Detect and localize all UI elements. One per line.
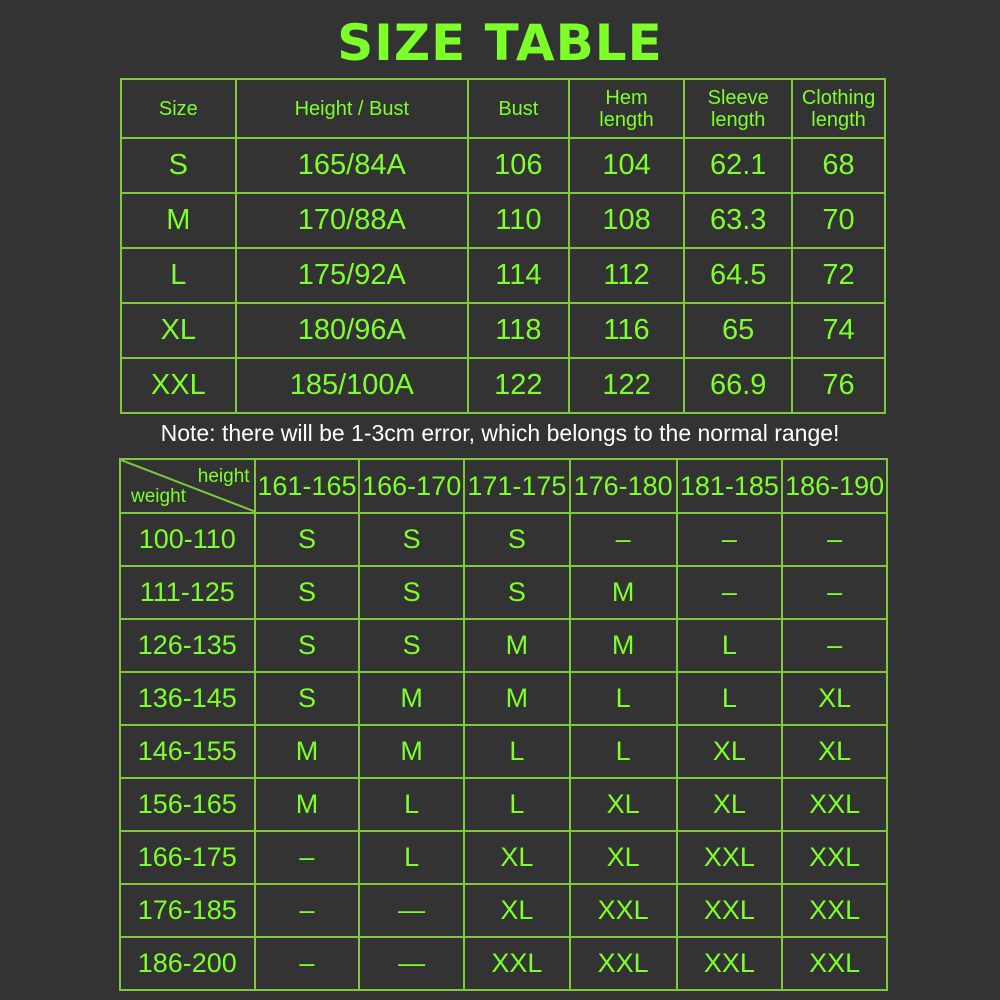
size-table-header-cell: Hem length: [569, 79, 685, 138]
size-table-header-cell: Clothing length: [792, 79, 885, 138]
size-cell: XXL: [782, 937, 887, 990]
height-range-header: 171-175: [464, 459, 570, 513]
size-table-header-cell: Sleeve length: [684, 79, 792, 138]
table-row: [120, 672, 887, 725]
weight-range-cell: 126-135: [120, 619, 255, 672]
size-cell: XL: [677, 725, 783, 778]
size-cell: M: [255, 725, 360, 778]
size-label-cell: M: [121, 193, 236, 248]
hem-length-cell: 104: [569, 138, 685, 193]
size-cell: XXL: [677, 937, 783, 990]
weight-range-cell: 186-200: [120, 937, 255, 990]
size-label-cell: XXL: [121, 358, 236, 413]
size-table-header-cell: Bust: [468, 79, 569, 138]
size-cell: L: [677, 619, 783, 672]
size-cell: –: [570, 513, 677, 566]
size-cell: S: [464, 566, 570, 619]
table-row: [121, 138, 885, 193]
size-cell: XL: [782, 672, 887, 725]
clothing-length-cell: 68: [792, 138, 885, 193]
sleeve-length-cell: 65: [684, 303, 792, 358]
table-row: [121, 248, 885, 303]
size-cell: L: [570, 672, 677, 725]
bust-cell: 106: [468, 138, 569, 193]
weight-range-cell: 146-155: [120, 725, 255, 778]
size-cell: S: [359, 566, 464, 619]
size-label-cell: S: [121, 138, 236, 193]
size-table-header-row: [121, 79, 885, 138]
size-cell: S: [255, 566, 360, 619]
table-row: [120, 778, 887, 831]
size-cell: M: [570, 566, 677, 619]
size-cell: XL: [782, 725, 887, 778]
size-label-cell: L: [121, 248, 236, 303]
height-range-header: 181-185: [677, 459, 783, 513]
height-weight-size-table: [119, 458, 888, 991]
table-row: [120, 831, 887, 884]
size-cell: –: [255, 884, 360, 937]
table-row: [120, 725, 887, 778]
corner-height-label: height: [197, 466, 250, 487]
corner-weight-label: weight: [131, 486, 186, 507]
size-cell: S: [255, 672, 360, 725]
table-row: [120, 513, 887, 566]
table-row: [121, 303, 885, 358]
page-title: SIZE TABLE: [337, 14, 663, 72]
bust-cell: 122: [468, 358, 569, 413]
size-cell: XL: [464, 831, 570, 884]
size-cell: L: [464, 778, 570, 831]
weight-range-cell: 156-165: [120, 778, 255, 831]
size-cell: XL: [677, 778, 783, 831]
size-cell: S: [255, 513, 360, 566]
error-note: Note: there will be 1-3cm error, which belongs to the normal range!: [160, 420, 840, 446]
height-range-header: 186-190: [782, 459, 887, 513]
size-cell: XXL: [782, 884, 887, 937]
table-row: [120, 884, 887, 937]
corner-header-cell: [120, 459, 255, 513]
table-row: [120, 566, 887, 619]
size-cell: XL: [570, 778, 677, 831]
size-cell: —: [359, 937, 464, 990]
size-cell: M: [255, 778, 360, 831]
bust-cell: 110: [468, 193, 569, 248]
size-cell: –: [782, 566, 887, 619]
table-row: [121, 358, 885, 413]
size-cell: L: [359, 831, 464, 884]
size-label-cell: XL: [121, 303, 236, 358]
height-range-header: 161-165: [255, 459, 360, 513]
height-bust-cell: 175/92A: [236, 248, 468, 303]
size-cell: –: [782, 619, 887, 672]
weight-range-cell: 166-175: [120, 831, 255, 884]
size-cell: S: [359, 513, 464, 566]
sleeve-length-cell: 66.9: [684, 358, 792, 413]
size-cell: XL: [570, 831, 677, 884]
bust-cell: 114: [468, 248, 569, 303]
size-cell: S: [255, 619, 360, 672]
size-cell: –: [255, 937, 360, 990]
size-cell: XXL: [782, 831, 887, 884]
size-cell: XXL: [570, 937, 677, 990]
height-header-row: [120, 459, 887, 513]
size-cell: –: [255, 831, 360, 884]
size-cell: M: [570, 619, 677, 672]
size-cell: M: [359, 725, 464, 778]
size-cell: XL: [464, 884, 570, 937]
clothing-length-cell: 72: [792, 248, 885, 303]
size-cell: M: [464, 619, 570, 672]
size-cell: M: [464, 672, 570, 725]
weight-range-cell: 111-125: [120, 566, 255, 619]
size-cell: M: [359, 672, 464, 725]
size-cell: S: [464, 513, 570, 566]
size-cell: XXL: [570, 884, 677, 937]
size-table-header-cell: Height / Bust: [236, 79, 468, 138]
size-cell: XXL: [464, 937, 570, 990]
height-bust-cell: 165/84A: [236, 138, 468, 193]
sleeve-length-cell: 64.5: [684, 248, 792, 303]
height-bust-cell: 185/100A: [236, 358, 468, 413]
size-cell: L: [464, 725, 570, 778]
size-cell: XXL: [782, 778, 887, 831]
clothing-length-cell: 74: [792, 303, 885, 358]
size-cell: L: [359, 778, 464, 831]
sleeve-length-cell: 62.1: [684, 138, 792, 193]
sleeve-length-cell: 63.3: [684, 193, 792, 248]
size-cell: —: [359, 884, 464, 937]
weight-range-cell: 100-110: [120, 513, 255, 566]
size-cell: L: [677, 672, 783, 725]
height-bust-cell: 180/96A: [236, 303, 468, 358]
size-cell: –: [677, 566, 783, 619]
table-row: [121, 193, 885, 248]
clothing-length-cell: 76: [792, 358, 885, 413]
hem-length-cell: 108: [569, 193, 685, 248]
height-range-header: 166-170: [359, 459, 464, 513]
height-range-header: 176-180: [570, 459, 677, 513]
size-chart-table: [120, 78, 886, 414]
size-cell: –: [677, 513, 783, 566]
size-cell: S: [359, 619, 464, 672]
size-cell: XXL: [677, 884, 783, 937]
size-table-header-cell: Size: [121, 79, 236, 138]
weight-range-cell: 176-185: [120, 884, 255, 937]
weight-range-cell: 136-145: [120, 672, 255, 725]
bust-cell: 118: [468, 303, 569, 358]
height-bust-cell: 170/88A: [236, 193, 468, 248]
hem-length-cell: 122: [569, 358, 685, 413]
clothing-length-cell: 70: [792, 193, 885, 248]
table-row: [120, 619, 887, 672]
hem-length-cell: 116: [569, 303, 685, 358]
table-row: [120, 937, 887, 990]
hem-length-cell: 112: [569, 248, 685, 303]
size-cell: L: [570, 725, 677, 778]
size-cell: –: [782, 513, 887, 566]
size-cell: XXL: [677, 831, 783, 884]
